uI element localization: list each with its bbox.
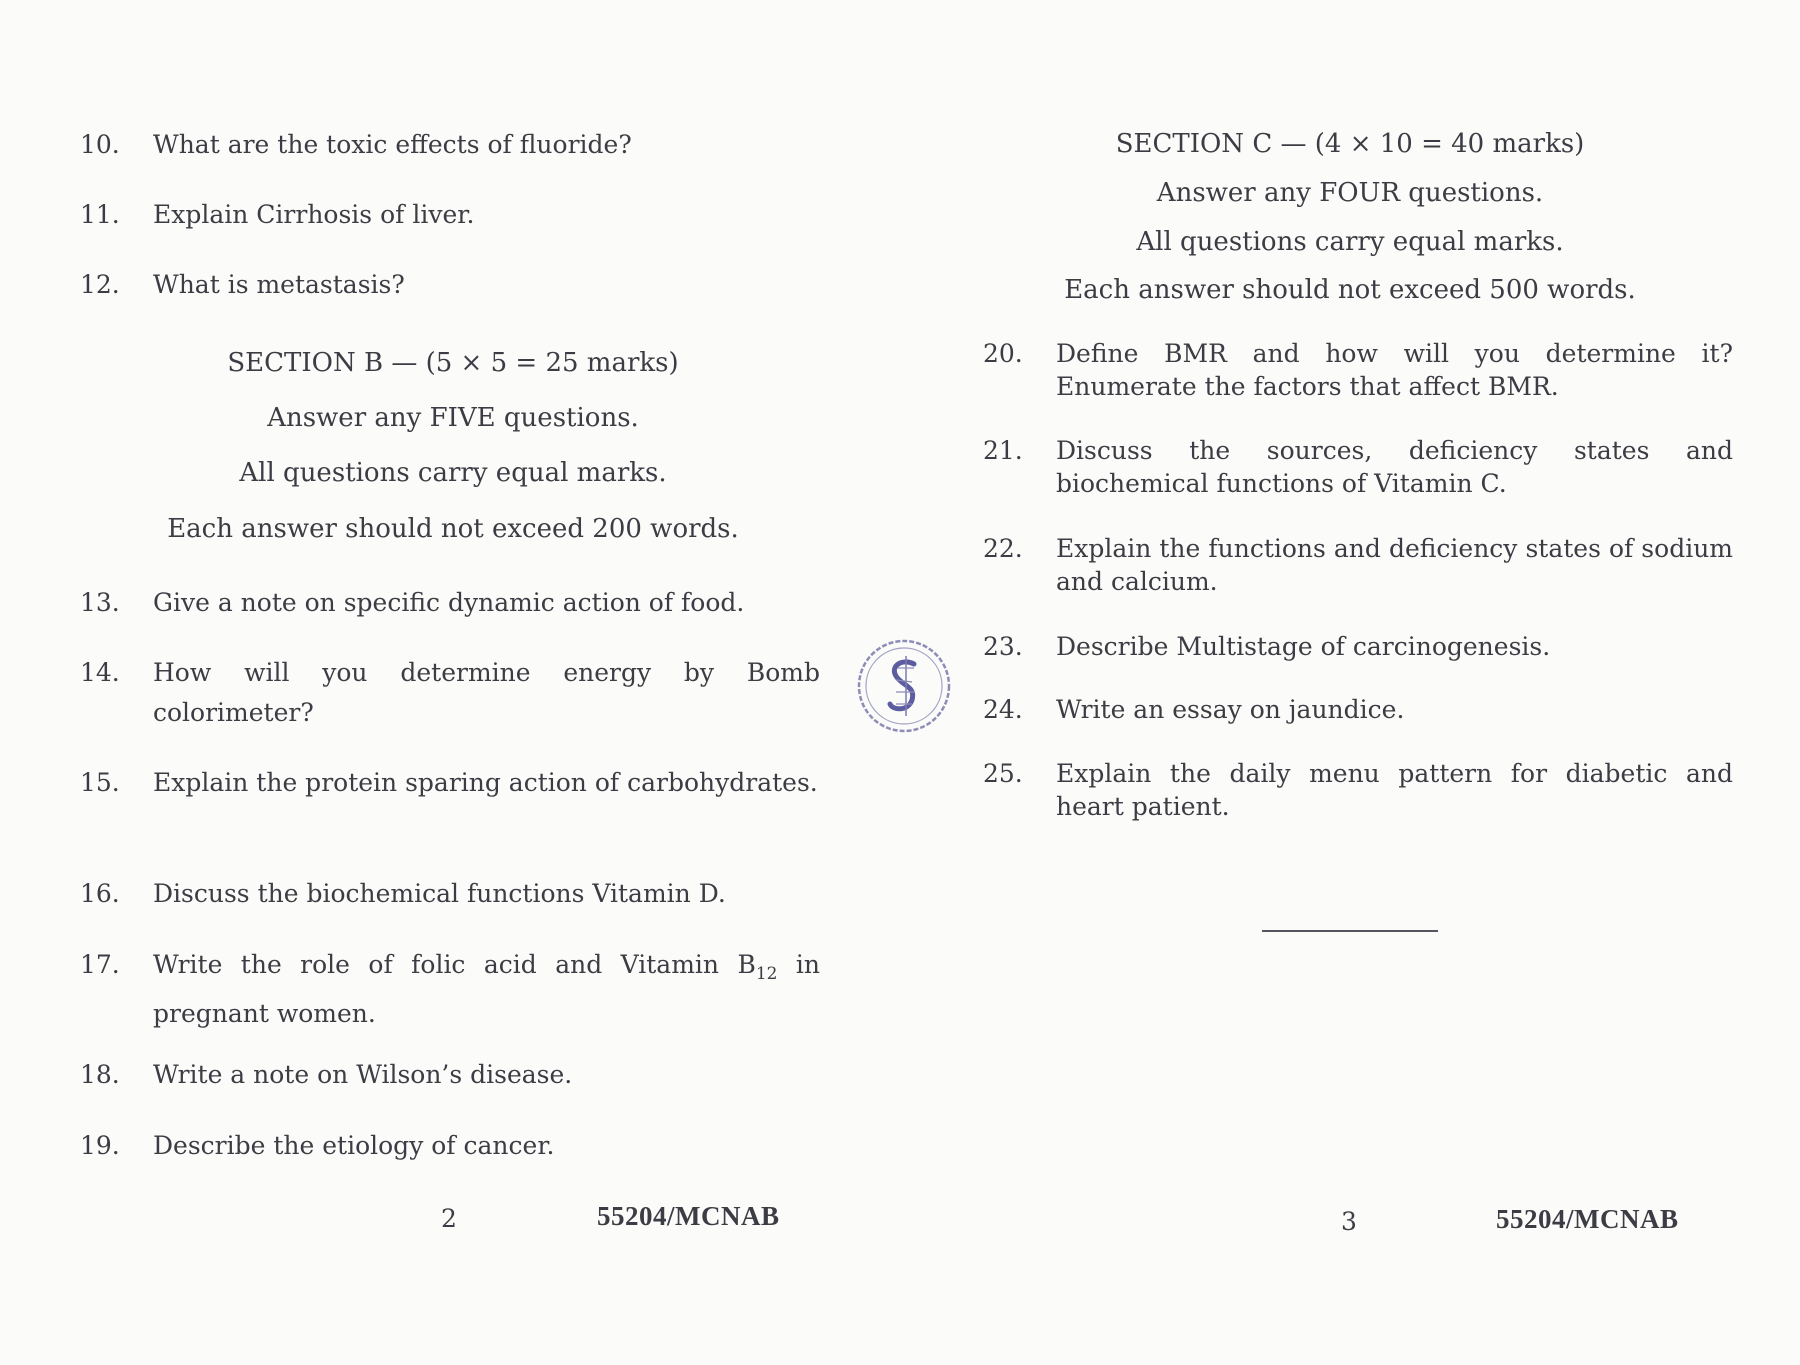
- question-number: 23.: [983, 632, 1023, 661]
- question-number: 20.: [983, 339, 1023, 368]
- question-number: 24.: [983, 695, 1023, 724]
- question-text: What are the toxic effects of fluoride?: [153, 130, 632, 159]
- question-text: Discuss the biochemical functions Vitamin D.: [153, 879, 726, 908]
- paper-code: 55204/MCNAB: [1496, 1204, 1679, 1234]
- end-of-paper-rule: [1262, 930, 1438, 932]
- question-text: [153, 945, 820, 1034]
- question-text: Describe the etiology of cancer.: [153, 1131, 555, 1160]
- question-text: Write a note on Wilson’s disease.: [153, 1060, 573, 1089]
- question-number: 13.: [80, 588, 120, 617]
- question-text: Explain the daily menu pattern for diabetic and heart patient.: [1056, 759, 1733, 821]
- question-number: 11.: [80, 200, 120, 229]
- question-number: 15.: [80, 768, 120, 797]
- question-number: 25.: [983, 759, 1023, 788]
- section-c-instruction-3: Each answer should not exceed 500 words.: [1064, 275, 1636, 305]
- question-text: Explain the functions and deficiency states of sodium and calcium.: [1056, 534, 1733, 596]
- question-number: 14.: [80, 658, 120, 687]
- question-number: 21.: [983, 436, 1023, 465]
- question-text-rest: in pregnant women.: [153, 950, 821, 1028]
- right-page: [880, 0, 1800, 1365]
- section-c-heading: SECTION C — (4 × 10 = 40 marks): [1115, 129, 1585, 159]
- question-number: 12.: [80, 270, 120, 299]
- question-text: Write an essay on jaundice.: [1056, 695, 1405, 724]
- section-b-instruction-2: All questions carry equal marks.: [239, 458, 667, 488]
- left-page: [0, 0, 880, 1365]
- question-number: 18.: [80, 1060, 120, 1089]
- section-c-instruction-1: Answer any FOUR questions.: [1156, 178, 1544, 208]
- question-text: What is metastasis?: [153, 270, 405, 299]
- question-text-main: Write the role of folic acid and Vitamin B: [153, 950, 756, 979]
- page-number: 3: [1341, 1207, 1357, 1236]
- question-number: 16.: [80, 879, 120, 908]
- question-number: 10.: [80, 130, 120, 159]
- section-b-instruction-1: Answer any FIVE questions.: [267, 403, 639, 433]
- section-c-instruction-2: All questions carry equal marks.: [1136, 227, 1564, 257]
- question-text: Give a note on specific dynamic action of food.: [153, 588, 745, 617]
- question-text: Describe Multistage of carcinogenesis.: [1056, 632, 1551, 661]
- question-number: 17.: [80, 950, 120, 979]
- section-b-heading: SECTION B — (5 × 5 = 25 marks): [227, 348, 679, 378]
- question-number: 19.: [80, 1131, 120, 1160]
- section-b-instruction-3: Each answer should not exceed 200 words.: [167, 514, 739, 544]
- question-text: Define BMR and how will you determine it? Enumerate the factors that affect BMR.: [1056, 339, 1733, 401]
- page-number: 2: [441, 1204, 457, 1233]
- question-text: How will you determine energy by Bomb colorimeter?: [153, 658, 820, 727]
- subscript: 12: [755, 964, 778, 984]
- question-text: Explain the protein sparing action of carbohydrates.: [153, 768, 818, 797]
- question-number: 22.: [983, 534, 1023, 563]
- paper-code: 55204/MCNAB: [597, 1201, 780, 1231]
- question-text: Explain Cirrhosis of liver.: [153, 200, 475, 229]
- question-text: Discuss the sources, deficiency states and biochemical functions of Vitamin C.: [1056, 436, 1733, 498]
